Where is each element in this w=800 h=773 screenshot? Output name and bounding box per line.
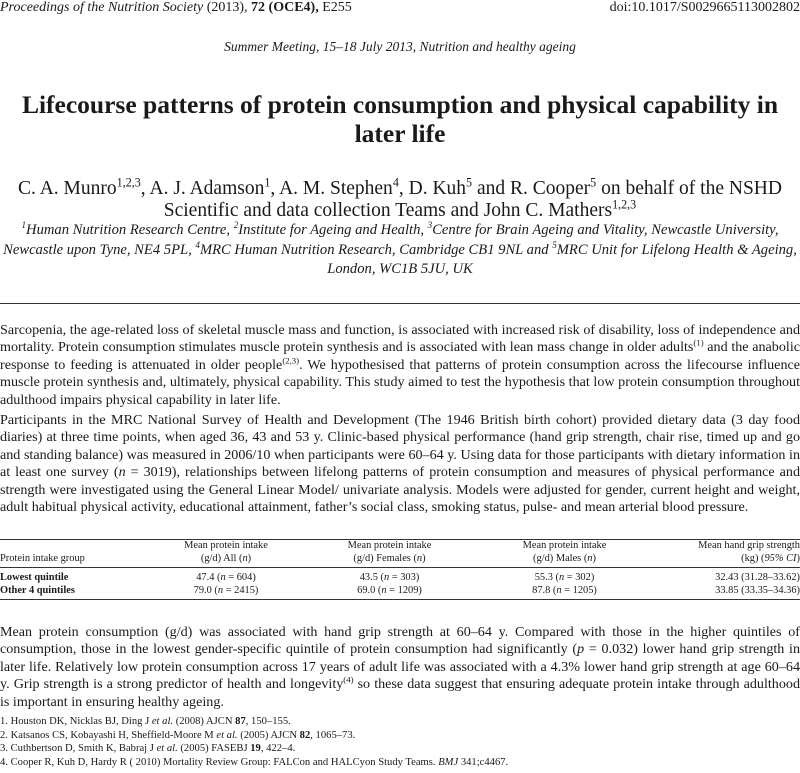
- affiliation-text: Institute for Ageing and Health,: [238, 222, 428, 238]
- header-text: Mean protein intake: [184, 540, 268, 551]
- journal-citation: [0, 0, 352, 16]
- ref-volume: 87: [235, 716, 246, 727]
- affiliation-sup: 3: [427, 220, 433, 231]
- table-cell-group: Lowest quintile: [0, 572, 69, 583]
- author-separator: ,: [140, 178, 150, 199]
- ref-text: (2008) AJCN: [173, 716, 236, 727]
- ref-text: (2005) AJCN: [237, 729, 300, 741]
- italic-n: n: [118, 464, 126, 481]
- ref-volume: 19: [250, 743, 261, 755]
- citation-sup: (4): [343, 674, 354, 685]
- table-row: [0, 585, 800, 600]
- author-affiliation-sup: 5: [590, 175, 597, 190]
- header-text: Mean protein intake: [522, 540, 607, 551]
- cell-text: n: [556, 584, 562, 596]
- author-separator: on behalf of the NSHD Scientific and data collection Teams and: [163, 178, 782, 221]
- paragraph-text: = 3019), relationships between lifelong patterns of protein consumption and measures of physical performance and strength were investigated using the General Linear Model/ univariate analysis. Models were adjusted for gender, current height and weight, adult habitual physical activity, educational attainment, father’s social class, smoking status, pulse- and mean arterial blood pressure.: [0, 464, 800, 516]
- journal-name: Proceedings of the Nutrition Society: [0, 0, 204, 15]
- table-header-cell: [302, 540, 477, 568]
- author-name: A. J. Adamson: [149, 178, 265, 199]
- affiliations: [0, 221, 800, 280]
- table-header-row: [0, 540, 800, 568]
- reference-item: [0, 729, 800, 743]
- cell-text: n: [220, 572, 226, 583]
- cell-text: = 604): [225, 572, 256, 583]
- ref-text: , 150–155.: [245, 716, 291, 727]
- author-separator: and: [472, 178, 510, 199]
- ref-text: BMJ: [438, 756, 459, 768]
- table-cell: [477, 585, 652, 600]
- table-row: [0, 568, 800, 585]
- citation-sup: (2,3): [282, 355, 300, 366]
- reference-item: [0, 715, 800, 729]
- table-header-cell: [0, 540, 150, 568]
- header-text: ): [422, 552, 426, 564]
- cell-text: = 302): [564, 572, 595, 583]
- header-text: Mean hand grip strength: [698, 540, 800, 551]
- cell-text: = 1209): [386, 584, 422, 596]
- author-affiliation-sup: 1: [264, 175, 271, 190]
- table-cell-group: Other 4 quintiles: [0, 584, 75, 596]
- paragraph-text: so these data suggest that ensuring adequate protein intake through adulthood is important in ensuring healthy ageing.: [0, 676, 800, 710]
- ref-text: (2005) FASEBJ: [177, 743, 251, 755]
- author-affiliation-sup: 5: [466, 175, 473, 190]
- cell-text: 79.0 (: [193, 584, 218, 596]
- author-affiliation-sup: 4: [392, 175, 399, 190]
- affiliation-sup: 1: [21, 220, 27, 231]
- affiliation-sup: 2: [233, 220, 239, 231]
- citation-sup: (1): [693, 337, 704, 348]
- header-text: n: [587, 552, 593, 564]
- affiliation-sup: 4: [195, 239, 200, 250]
- journal-year: (2013),: [206, 0, 248, 15]
- header-text: ): [247, 552, 252, 564]
- results-table: [0, 540, 800, 600]
- paragraph-results: [0, 624, 800, 711]
- ref-text: 3. Cuthbertson D, Smith K, Babraj J: [0, 743, 157, 755]
- ref-text: , 1065–73.: [310, 729, 356, 741]
- reference-list: [0, 715, 800, 769]
- author-separator: ,: [270, 178, 280, 199]
- ref-text: 4. Cooper R, Kuh D, Hardy R ( 2010) Mortality Review Group: FALCon and HALCyon Study Teams.: [0, 756, 439, 768]
- ref-text: 2. Katsanos CS, Kobayashi H, Sheffield-Moore M: [0, 729, 217, 741]
- header-text: n: [416, 552, 423, 564]
- paragraph-introduction: [0, 322, 800, 409]
- ref-text: 1. Houston DK, Nicklas BJ, Ding J: [0, 716, 152, 727]
- table-cell: [477, 568, 652, 585]
- author-list: [0, 175, 800, 222]
- author-name: C. A. Munro: [18, 178, 117, 199]
- paragraph-text: Mean protein consumption (g/d) was associated with hand grip strength at 60–64 y. Compared with those in the higher quintiles of consumption, those in the lowest gender-specific quintile of protein consumption had significantly (: [0, 624, 800, 658]
- article-title: Lifecourse patterns of protein consumption and physical capability in later life: [21, 90, 779, 148]
- journal-volume: 72: [251, 0, 266, 15]
- header-text: (g/d) Males (: [533, 552, 588, 564]
- italic-p: p: [577, 641, 585, 658]
- cell-text: 55.3 (: [534, 572, 559, 583]
- affiliation-text: MRC Human Nutrition Research, Cambridge CB1 9NL and: [199, 241, 553, 258]
- author-name: D. Kuh: [408, 178, 467, 199]
- ref-text: 341;c4467.: [458, 756, 509, 768]
- table-cell: 32.43 (31.28–33.62): [715, 572, 800, 583]
- cell-text: n: [558, 572, 565, 583]
- header-text: (g/d) All (: [200, 552, 243, 564]
- table-cell: [150, 568, 302, 585]
- table-header-cell: [477, 540, 652, 568]
- cell-text: n: [381, 584, 387, 596]
- table-cell: [302, 568, 477, 585]
- header-text: ): [796, 552, 800, 564]
- cell-text: n: [217, 584, 224, 596]
- table-header-cell: [652, 540, 800, 568]
- paragraph-methods: [0, 412, 800, 516]
- author-name: John C. Mathers: [483, 200, 613, 221]
- table-cell: [150, 585, 302, 600]
- author-name: R. Cooper: [509, 178, 591, 199]
- header-text: 95% CI: [764, 552, 797, 564]
- cell-text: 69.0 (: [357, 584, 382, 596]
- affiliation-text: MRC Unit for Lifelong Health & Ageing, London, WC1B 5JU, UK: [327, 241, 797, 277]
- paragraph-text: Sarcopenia, the age-related loss of skeletal muscle mass and function, is associated with increased risk of disability, loss of independence and mortality. Protein consumption stimulates muscle protein synthesis and is associated with lean mass change in older adults: [0, 322, 800, 356]
- ref-text: et al.: [156, 743, 178, 755]
- header-text: Mean protein intake: [347, 540, 432, 551]
- table-cell: 33.85 (33.35–34.36): [715, 584, 800, 596]
- ref-text: et al.: [151, 716, 174, 727]
- doi: doi:10.1017/S0029665113002802: [609, 0, 800, 15]
- author-name: A. M. Stephen: [279, 178, 393, 199]
- paragraph-text: . We hypothesised that patterns of protein consumption across the lifecourse influence muscle protein synthesis and, ultimately, physical capability. This study aimed to test the hypothesis that low protein consumption throughout adulthood impairs physical capability in later life.: [0, 356, 800, 408]
- ref-volume: 82: [299, 729, 311, 741]
- paragraph-text: Participants in the MRC National Survey of Health and Development (The 1946 British birth cohort) provided dietary data (3 day food diaries) at three time points, when aged 36, 43 and 53 y. Clinic-based physical performance (hand grip strength, chair rise, timed up and go and standing balance) was measured in 2006/10 when participants were 60–64 y. Using data for those participants with dietary information in at least one survey (: [0, 412, 800, 481]
- header-text: (kg) (: [741, 552, 765, 564]
- ref-text: , 422–4.: [260, 743, 296, 755]
- author-affiliation-sup: 1,2,3: [116, 175, 141, 190]
- header-text: ): [592, 552, 596, 564]
- affiliation-sup: 5: [552, 239, 557, 250]
- cell-text: 43.5 (: [359, 572, 384, 583]
- header-text: n: [242, 552, 248, 564]
- reference-item: [0, 756, 800, 770]
- reference-item: [0, 742, 800, 756]
- meeting-line: Summer Meeting, 15–18 July 2013, Nutrition and healthy ageing: [224, 39, 576, 54]
- paragraph-text: = 0.032) lower hand grip strength in later life. Relatively low protein consumption across 17 years of adult life was associated with a 4.3% lower hand grip strength at age 60–64 y. Grip strength is a strong predictor of health and longevity: [0, 641, 800, 693]
- journal-page: E255: [322, 0, 352, 15]
- section-divider: [0, 303, 800, 304]
- affiliation-text: Centre for Brain Ageing and Vitality, Newcastle University, Newcastle upon Tyne, NE4 5PL,: [3, 222, 779, 258]
- header-text: Protein intake group: [0, 552, 85, 564]
- table-cell: [302, 585, 477, 600]
- cell-text: 87.8 (: [532, 584, 557, 596]
- affiliation-text: Human Nutrition Research Centre,: [26, 222, 234, 238]
- cell-text: = 303): [389, 572, 420, 583]
- author-affiliation-sup: 1,2,3: [612, 197, 637, 212]
- cell-text: n: [383, 572, 390, 583]
- author-separator: ,: [398, 178, 409, 199]
- table-header-cell: [150, 540, 302, 568]
- cell-text: = 1205): [561, 584, 597, 596]
- header-text: (g/d) Females (: [353, 552, 417, 564]
- ref-text: et al.: [216, 729, 238, 741]
- cell-text: = 2415): [223, 584, 259, 596]
- paragraph-text: and the anabolic response to feeding is attenuated in older people: [0, 339, 800, 373]
- cell-text: 47.4 (: [196, 572, 221, 583]
- journal-issue: (OCE4),: [268, 0, 319, 15]
